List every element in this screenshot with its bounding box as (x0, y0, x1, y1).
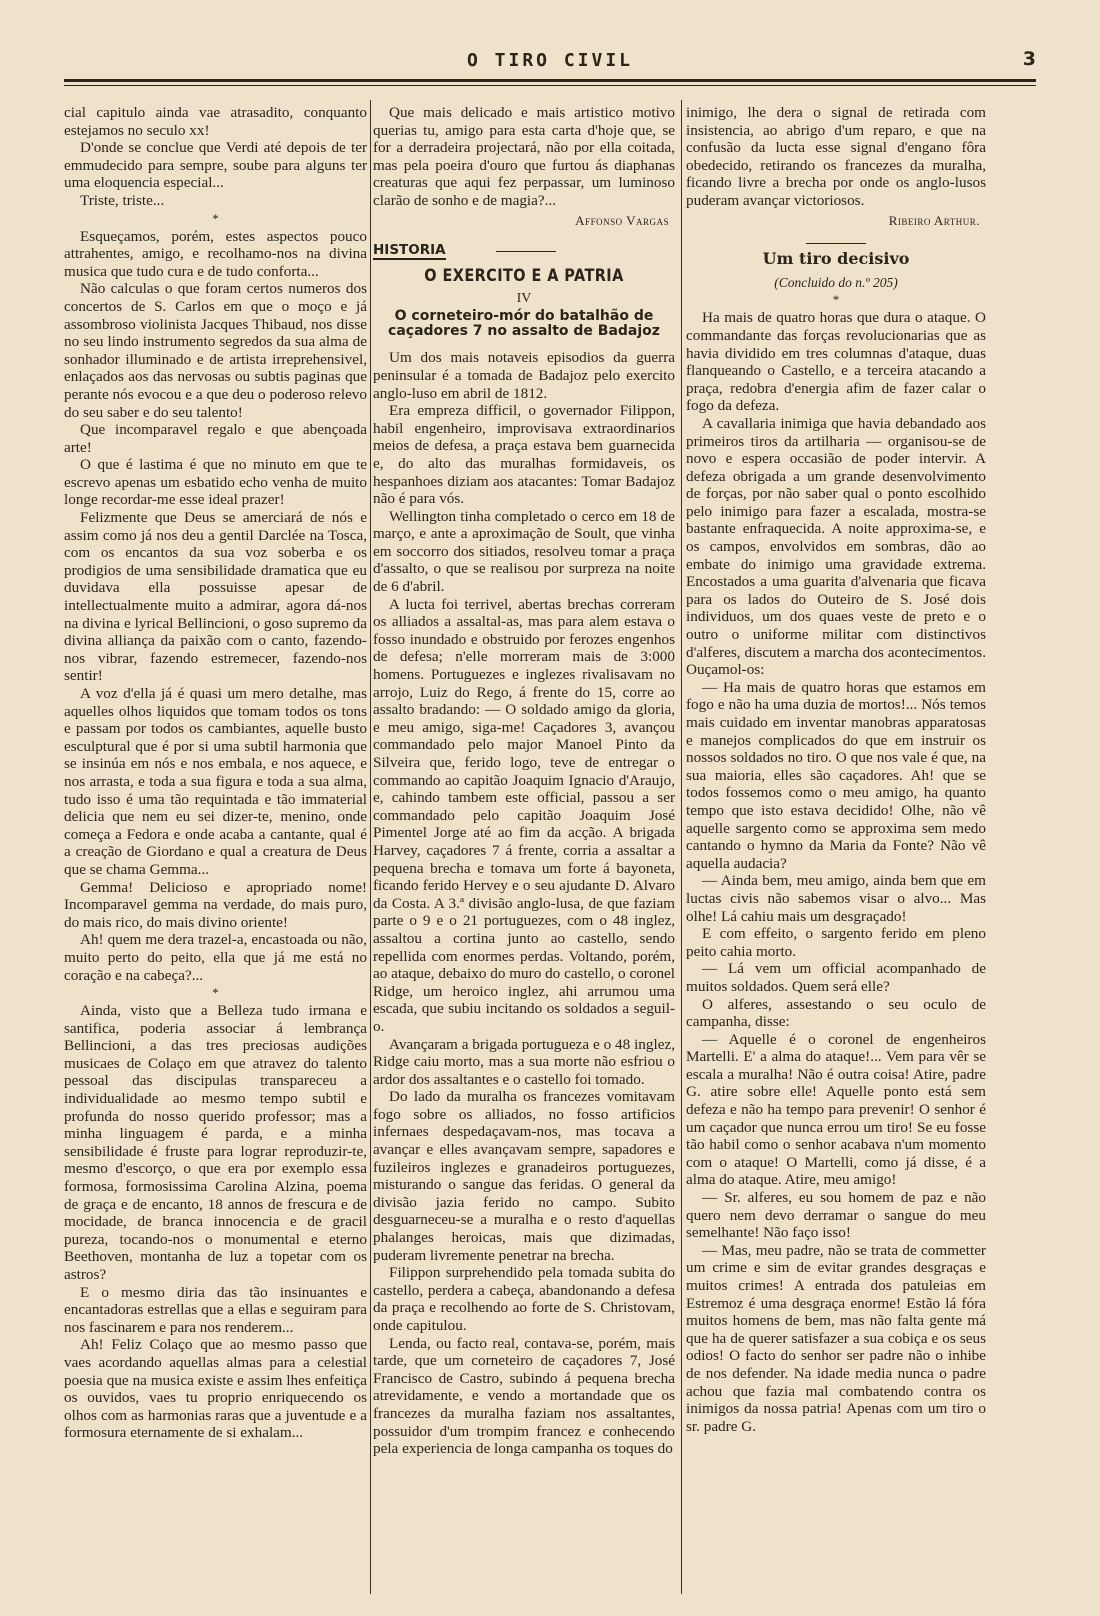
paragraph: Felizmente que Deus se amerciará de nós e assim como já nos deu a gentil Darclée na Tosca, com os encantos da sua voz soberba e os prodigios de uma sensibilidade dramatica que eu duvidava ella possuisse apesar de intellectualmente muito a admirar, agora dá-nos na divina e lyrical Bellincioni, o goso supremo da divina alliança da paixão com o canto, fazendo-nos vibrar, fazendo estremecer, fazendo-nos sentir! (64, 509, 367, 685)
paragraph: E o mesmo diria das tão insinuantes e encantadoras estrellas que a ellas e seguiram para nos fascinarem e para nos renderem... (64, 1283, 367, 1336)
paragraph: A lucta foi terrivel, abertas brechas correram os alliados a assaltal-as, mas para alem estava o fosso inundado e obstruido por ferozes engenhos de defesa; n'elle morreram mais de 3:000 homens. Portuguezes e inglezes rivalisavam no arrojo, Luiz do Rego, á frente do 15, corre ao assalto bradando: — O soldado amigo da gloria, e meu amigo, siga-me! Caçadores 3, avançou commandado pelo major Manoel Pinto da Silveira que, ferido logo, teve de entregar o commando ao capitão Joaquim Ignacio d'Araujo, e, cahindo tambem este official, passou a ser commandado pelo capitão Joaquim José Pimentel Jorge até ao fim da acção. A brigada Harvey, caçadores 7 á frente, corria a assaltar a pequena brecha e tomava um forte á bayoneta, ficando ferido Hervey e o seu ajudante D. Alvaro da Costa. A 3.ª divisão anglo-lusa, de que faziam parte o 9 e o 21 portuguezes, com o 48 inglez, assaltou a cortina junto ao castello, sendo repellida com enormes perdas. Voltando, porém, ao ataque, debaixo do muro do castello, o coronel Ridge, um heroico inglez, ahi arrumou uma escada, que subiu incitando os soldados a seguil-o. (373, 595, 675, 1035)
article-part-number: IV (516, 290, 532, 306)
author-signature: Affonso Vargas (575, 212, 669, 228)
column-3 (686, 104, 986, 1594)
column-1 (64, 104, 367, 1594)
paragraph: E com effeito, o sargento ferido em pleno peito cahia morto. (686, 925, 986, 960)
paragraph: Filippon surprehendido pela tomada subita do castello, perdera a cabeça, abandonando a defesa da praça e recolhendo ao forte de S. Christovam, onde capitulou. (373, 1264, 675, 1334)
paragraph: Que incomparavel regalo e que abençoada arte! (64, 421, 367, 456)
paragraph: Ah! quem me dera trazel-a, encastoada ou não, muito perto do peito, ella que já me está no coração e na cabeça?... (64, 931, 367, 984)
header-rule-thick (64, 79, 1036, 82)
paragraph: Gemma! Delicioso e apropriado nome! Incomparavel gemma na verdade, do mais puro, do mais rico, do mais divino oriente! (64, 878, 367, 931)
paragraph: Esqueçamos, porém, estes aspectos pouco attrahentes, amigo, e recolhamo-nos na divina musica que tudo cura e de tudo conforta... (64, 227, 367, 280)
article-rule (806, 243, 866, 244)
paragraph: O que é lastima é que no minuto em que te escrevo apenas um esbatido echo venha de muito longe recordar-me esse ideal prazer! (64, 456, 367, 509)
paragraph: Não calculas o que foram certos numeros dos concertos de S. Carlos em que o moço e já assombroso violinista Jacques Thibaud, nos disse no seu lindo instrumento segredos da sua alma de sonhador illuminado e de artista irreprehensivel, enlaçados aos das nervosas ou subtis paginas que perante nós evocou e a que deu o poderoso relevo do seu saber e do seu talento! (64, 280, 367, 421)
paragraph: Que mais delicado e mais artistico motivo querias tu, amigo para esta carta d'hoje que, se for a derradeira projectará, não por ella coitada, mas pela poeira d'ouro que furtou ás diaphanas creaturas que aqui fez perpassar, um luminoso clarão de sonho e de magia?... (373, 104, 675, 209)
author-signature: Ribeiro Arthur. (888, 212, 980, 228)
column-divider (681, 100, 682, 1594)
paragraph: cial capitulo ainda vae atrasadito, conquanto estejamos no seculo xx! (64, 104, 367, 139)
paragraph: Um dos mais notaveis episodios da guerra peninsular é a tomada de Badajoz pelo exercito anglo-luso em abril de 1812. (373, 349, 675, 402)
section-label-text: HISTORIA (373, 242, 446, 259)
paragraph: D'onde se conclue que Verdi até depois de ter emmudecido para sempre, soube para alguns ter uma eloquencia especial... (64, 139, 367, 192)
paragraph: Ha mais de quatro horas que dura o ataque. O commandante das forças revolucionarias que as havia dividido em tres columnas d'ataque, duas flanqueando o Castello, e a terceira atacando a praça, redobra d'energia afim de fazer calar o fogo da defeza. (686, 309, 986, 415)
continuation-note: (Concluido do n.º 205) (774, 274, 898, 290)
paragraph: Wellington tinha completado o cerco em 18 de março, e ante a aproximação de Soult, que vinha em soccorro dos sitiados, resolveu tomar a praça d'assalto, o que se realisou por surpreza na noite de 6 d'abril. (373, 507, 675, 596)
paragraph: Avançaram a brigada portugueza e o 48 inglez, Ridge caiu morto, mas a sua morte não esfriou o ardor dos assaltantes e o castello foi tomado. (373, 1035, 675, 1088)
paragraph: A cavallaria inimiga que havia debandado aos primeiros tiros da artilharia — organisou-se de novo e espera occasião de poder intervir. A defeza obrigada a um grande desenvolvimento de forças, por não saber qual o ponto escolhido pelo inimigo para fazer a escalada, mostra-se bastante enfraquecida. A noite approxima-se, e os campos, envolvidos em sombras, dão ao embate do inimigo uma gravidade extrema. Encostados a uma guarita d'alvenaria que ficava para os lados do Outeiro de S. José dois individuos, um dos quaes veste de preto e o outro o uniforme militar com distinctivos d'alferes, discutem a marcha dos acontecimentos. Ouçamol-os: (686, 414, 986, 679)
paragraph: — Mas, meu padre, não se trata de commetter um crime e sim de evitar grandes desgraças e muitos crimes! A entrada dos patuleias em Estremoz é uma desgraça enorme! Estão lá fóra muitos homens de bem, mas não falta gente má que ha de querer satisfazer a sua cobiça e os seus odios! O facto do senhor ser padre não o inhibe de nos defender. Na idade media nunca o padre achou que fazia mal combatendo contra os inimigos da nossa patria! Apenas com um tiro o sr. padre G. (686, 1241, 986, 1435)
section-separator: * (212, 210, 219, 226)
column-2 (373, 104, 675, 1594)
section-label-rule (496, 251, 556, 252)
paragraph: Era empreza difficil, o governador Filippon, habil engenheiro, improvisava extraordinarios meios de defesa, a praça estava bem guarnecida e, do alto das muralhas formidaveis, os hespanhoes diziam aos atacantes: Tomar Badajoz não é para vós. (373, 402, 675, 508)
paragraph: A voz d'ella já é quasi um mero detalhe, mas aquelles olhos liquidos que tomam todos os tons e passam por todos os cambiantes, aquelle busto esculptural que é por si uma subtil harmonia que se insinúa em nós e nos embala, e nos aquece, e nos arrasta, e toda a sua figura e toda a sua alma, tudo isso é uma tão requintada e tão immaterial delicia que nem eu sei dizer-te, menino, onde começa a Fedora e onde acaba a cantante, qual é a creação de Giordano e qual a creatura de Deus que se chama Gemma... (64, 685, 367, 878)
article-headline: Um tiro decisivo (762, 249, 910, 269)
column-divider (370, 100, 371, 1594)
paragraph: Lenda, ou facto real, contava-se, porém, mais tarde, que um corneteiro de caçadores 7, José Francisco de Castro, subindo á pequena brecha atrevidamente, e vendo a mortandade que os francezes da muralha faziam nos assaltantes, possuidor d'um trompim francez e conhecendo pela experiencia de longa campanha os toques do (373, 1334, 675, 1458)
section-separator: * (832, 292, 840, 308)
page-number: 3 (1022, 48, 1036, 70)
header-rule-thin (64, 85, 1036, 86)
article-subheadline: O corneteiro-mór do batalhão de caçadores 7 no assalto de Badajoz (388, 308, 660, 340)
paragraph: — Aquelle é o coronel de engenheiros Martelli. E' a alma do ataque!... Vem para vêr se escala a muralha! Não é outra coisa! Atire, padre G. atire sobre elle! Aquelle ponto está sem defeza e não ha tempo para prevenir! O senhor é um caçador que nunca errou um tiro! Se eu fosse tão habil como o senhor acabava n'um momento com o ataque! O Martelli, como já disse, é a alma do ataque. Atire, meu amigo! (686, 1030, 986, 1189)
paragraph: — Sr. alferes, eu sou homem de paz e não quero nem devo derramar o sangue do meu semelhante! Não faço isso! (686, 1189, 986, 1242)
paragraph: Do lado da muralha os francezes vomitavam fogo sobre os alliados, no fosso artificios infernaes despedaçavam-nos, mas tocava a avançar e elles avançavam sempre, sapadores e fuzileiros inglezes e granadeiros portuguezes, misturando o sangue das feridas. O general da divisão jazia ferido no campo. Subito desguarneceu-se a muralha e o resto d'aquellas phalanges heroicas, mais que dizimadas, puderam livremente penetrar na brecha. (373, 1088, 675, 1264)
paragraph: — Lá vem um official acompanhado de muitos soldados. Quem será elle? (686, 960, 986, 995)
paragraph: Ah! Feliz Colaço que ao mesmo passo que vaes acordando aquellas almas para a celestial poesia que na musica existe e assim lhes enfeitiça os ouvidos, vaes tu proprio enriquecendo os olhos com as harmonias raras que a juventude e a formosura eternamente de si exhalam... (64, 1336, 367, 1442)
paragraph: Ainda, visto que a Belleza tudo irmana e santifica, poderia associar á lembrança Bellincioni, a das tres preciosas audições musicaes de Colaço em que atravez do talento pessoal das discipulas transpareceu a individualidade ao mesmo tempo subtil e profunda do nosso querido professor; mas a minha linguagem é parda, e a minha sensibilidade é fruste para lograr reproduzir-te, mesmo d'escorço, o que era por exemplo essa formosa, formosissima Carolina Alzina, poema de graça e de encanto, 18 annos de frescura e de mocidade, de branca innocencia e de gracil pureza, tocando-nos o monumental e eterno Beethoven, montanha de luz a topetar com os astros? (64, 1002, 367, 1283)
masthead (64, 50, 1036, 70)
paragraph: — Ainda bem, meu amigo, ainda bem que em luctas civis não sabemos visar o alvo... Mas olhe! Lá cahiu mais um desgraçado! (686, 872, 986, 925)
article-headline: O EXERCITO E A PATRIA (424, 266, 624, 287)
paragraph: O alferes, assestando o seu oculo de campanha, disse: (686, 995, 986, 1031)
newspaper-title: O TIRO CIVIL (466, 50, 634, 71)
paragraph: Triste, triste... (80, 191, 165, 209)
paragraph: — Ha mais de quatro horas que estamos em fogo e não ha uma duzia de mortos!... Nós temos mais cuidado em inventar manobras apparatosas e manejos complicados do que em instruir os nossos soldados no tiro. O que nos vale é que, na sua maioria, elles são caçadores. Ah! que se todos fossemos como o meu amigo, ha quanto tempo que isto estava decidido! Olhe, não vê aquelle sargento como se approxima sem medo cantando o hymno da Maria da Fonte? Não vê aquella audacia? (686, 678, 986, 872)
paragraph: inimigo, lhe dera o signal de retirada com insistencia, ao abrigo d'um reparo, e que na confusão da lucta esse signal d'engano fôra obedecido, retirando os francezes da muralha, ficando livre a brecha por onde os anglo-lusos puderam avançar victoriosos. (686, 104, 986, 209)
section-separator: * (212, 985, 219, 1001)
section-label (373, 243, 675, 260)
